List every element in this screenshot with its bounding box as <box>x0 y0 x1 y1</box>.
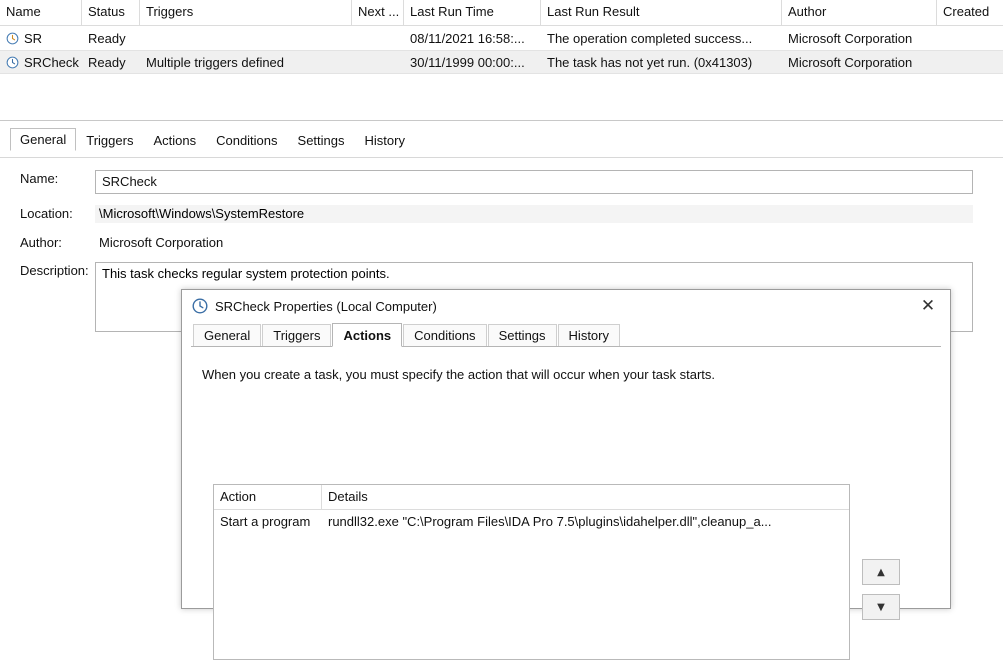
clock-icon <box>192 298 208 314</box>
task-last-run-time-cell: 08/11/2021 16:58:... <box>410 30 525 46</box>
srcheck-properties-dialog <box>181 289 951 613</box>
dialog-tab-history[interactable]: History <box>558 324 620 346</box>
dialog-actions-panel <box>191 346 941 613</box>
author-label: Author: <box>20 235 62 250</box>
column-header-triggers[interactable]: Triggers <box>140 0 352 25</box>
dialog-tab-conditions[interactable]: Conditions <box>403 324 486 346</box>
task-name-cell <box>0 31 82 46</box>
location-label: Location: <box>20 206 73 221</box>
task-last-run-time-cell: 30/11/1999 00:00:... <box>410 54 525 70</box>
description-label: Description: <box>20 263 89 278</box>
task-author-cell: Microsoft Corporation <box>788 54 913 70</box>
task-name-text: SRCheck <box>24 54 79 70</box>
actions-table[interactable] <box>213 484 850 660</box>
close-icon[interactable]: ✕ <box>920 296 936 316</box>
tab-triggers[interactable]: Triggers <box>86 133 134 148</box>
column-header-name[interactable]: Name <box>0 0 82 25</box>
tab-conditions[interactable]: Conditions <box>216 133 278 148</box>
dialog-title: SRCheck Properties (Local Computer) <box>215 298 437 314</box>
dialog-tabs[interactable] <box>182 323 950 346</box>
location-field-row <box>0 205 1003 223</box>
task-name-cell <box>0 55 82 70</box>
move-up-button[interactable]: ▲ <box>862 559 900 585</box>
task-list-header <box>0 0 1003 26</box>
author-field-row <box>0 234 1003 252</box>
task-detail-tabs[interactable] <box>0 129 1003 151</box>
name-input[interactable]: SRCheck <box>95 170 973 194</box>
clock-icon <box>6 32 19 45</box>
column-header-created[interactable]: Created <box>943 4 990 19</box>
name-field-row <box>0 170 1003 194</box>
task-name-text: SR <box>24 30 43 46</box>
column-header-last-run-time[interactable]: Last Run Time <box>404 0 541 25</box>
table-row[interactable] <box>0 26 1003 50</box>
action-details-cell: rundll32.exe "C:\Program Files\IDA Pro 7.5\plugins\idahelper.dll",cleanup_a... <box>328 513 772 529</box>
task-list-grid[interactable] <box>0 0 1003 121</box>
name-label: Name: <box>20 171 59 186</box>
actions-hint-text: When you create a task, you must specify the action that will occur when your task starts. <box>202 367 716 382</box>
move-down-button[interactable]: ▼ <box>862 594 900 620</box>
dialog-tab-settings[interactable]: Settings <box>488 324 557 346</box>
actions-column-header-action[interactable]: Action <box>214 485 322 509</box>
actions-column-header-details[interactable]: Details <box>328 489 368 504</box>
tab-general[interactable]: General <box>10 128 76 151</box>
location-value: \Microsoft\Windows\SystemRestore <box>95 205 973 223</box>
dialog-tab-general[interactable]: General <box>193 324 261 346</box>
dialog-tab-triggers[interactable]: Triggers <box>262 324 331 346</box>
table-row[interactable] <box>214 510 849 532</box>
task-last-run-result-cell: The task has not yet run. (0x41303) <box>547 54 753 70</box>
column-header-next-run-time[interactable]: Next ... <box>352 0 404 25</box>
action-type-cell: Start a program <box>220 513 311 529</box>
tabs-divider <box>0 157 1003 158</box>
tab-history[interactable]: History <box>364 133 405 148</box>
task-author-cell: Microsoft Corporation <box>788 30 913 46</box>
tab-actions[interactable]: Actions <box>153 133 197 148</box>
task-status-cell: Ready <box>88 54 126 70</box>
column-header-last-run-result[interactable]: Last Run Result <box>541 0 782 25</box>
task-last-run-result-cell: The operation completed success... <box>547 30 753 46</box>
tab-settings[interactable]: Settings <box>297 133 345 148</box>
task-triggers-cell: Multiple triggers defined <box>146 54 285 70</box>
description-input[interactable]: This task checks regular system protection points. <box>95 262 973 332</box>
actions-table-header <box>214 485 849 510</box>
dialog-tab-actions[interactable]: Actions <box>332 323 402 347</box>
clock-icon <box>6 56 19 69</box>
column-header-status[interactable]: Status <box>82 0 140 25</box>
task-status-cell: Ready <box>88 30 126 46</box>
column-header-author[interactable]: Author <box>782 0 937 25</box>
table-row[interactable] <box>0 50 1003 74</box>
dialog-titlebar[interactable] <box>182 290 950 323</box>
author-value: Microsoft Corporation <box>99 235 224 250</box>
